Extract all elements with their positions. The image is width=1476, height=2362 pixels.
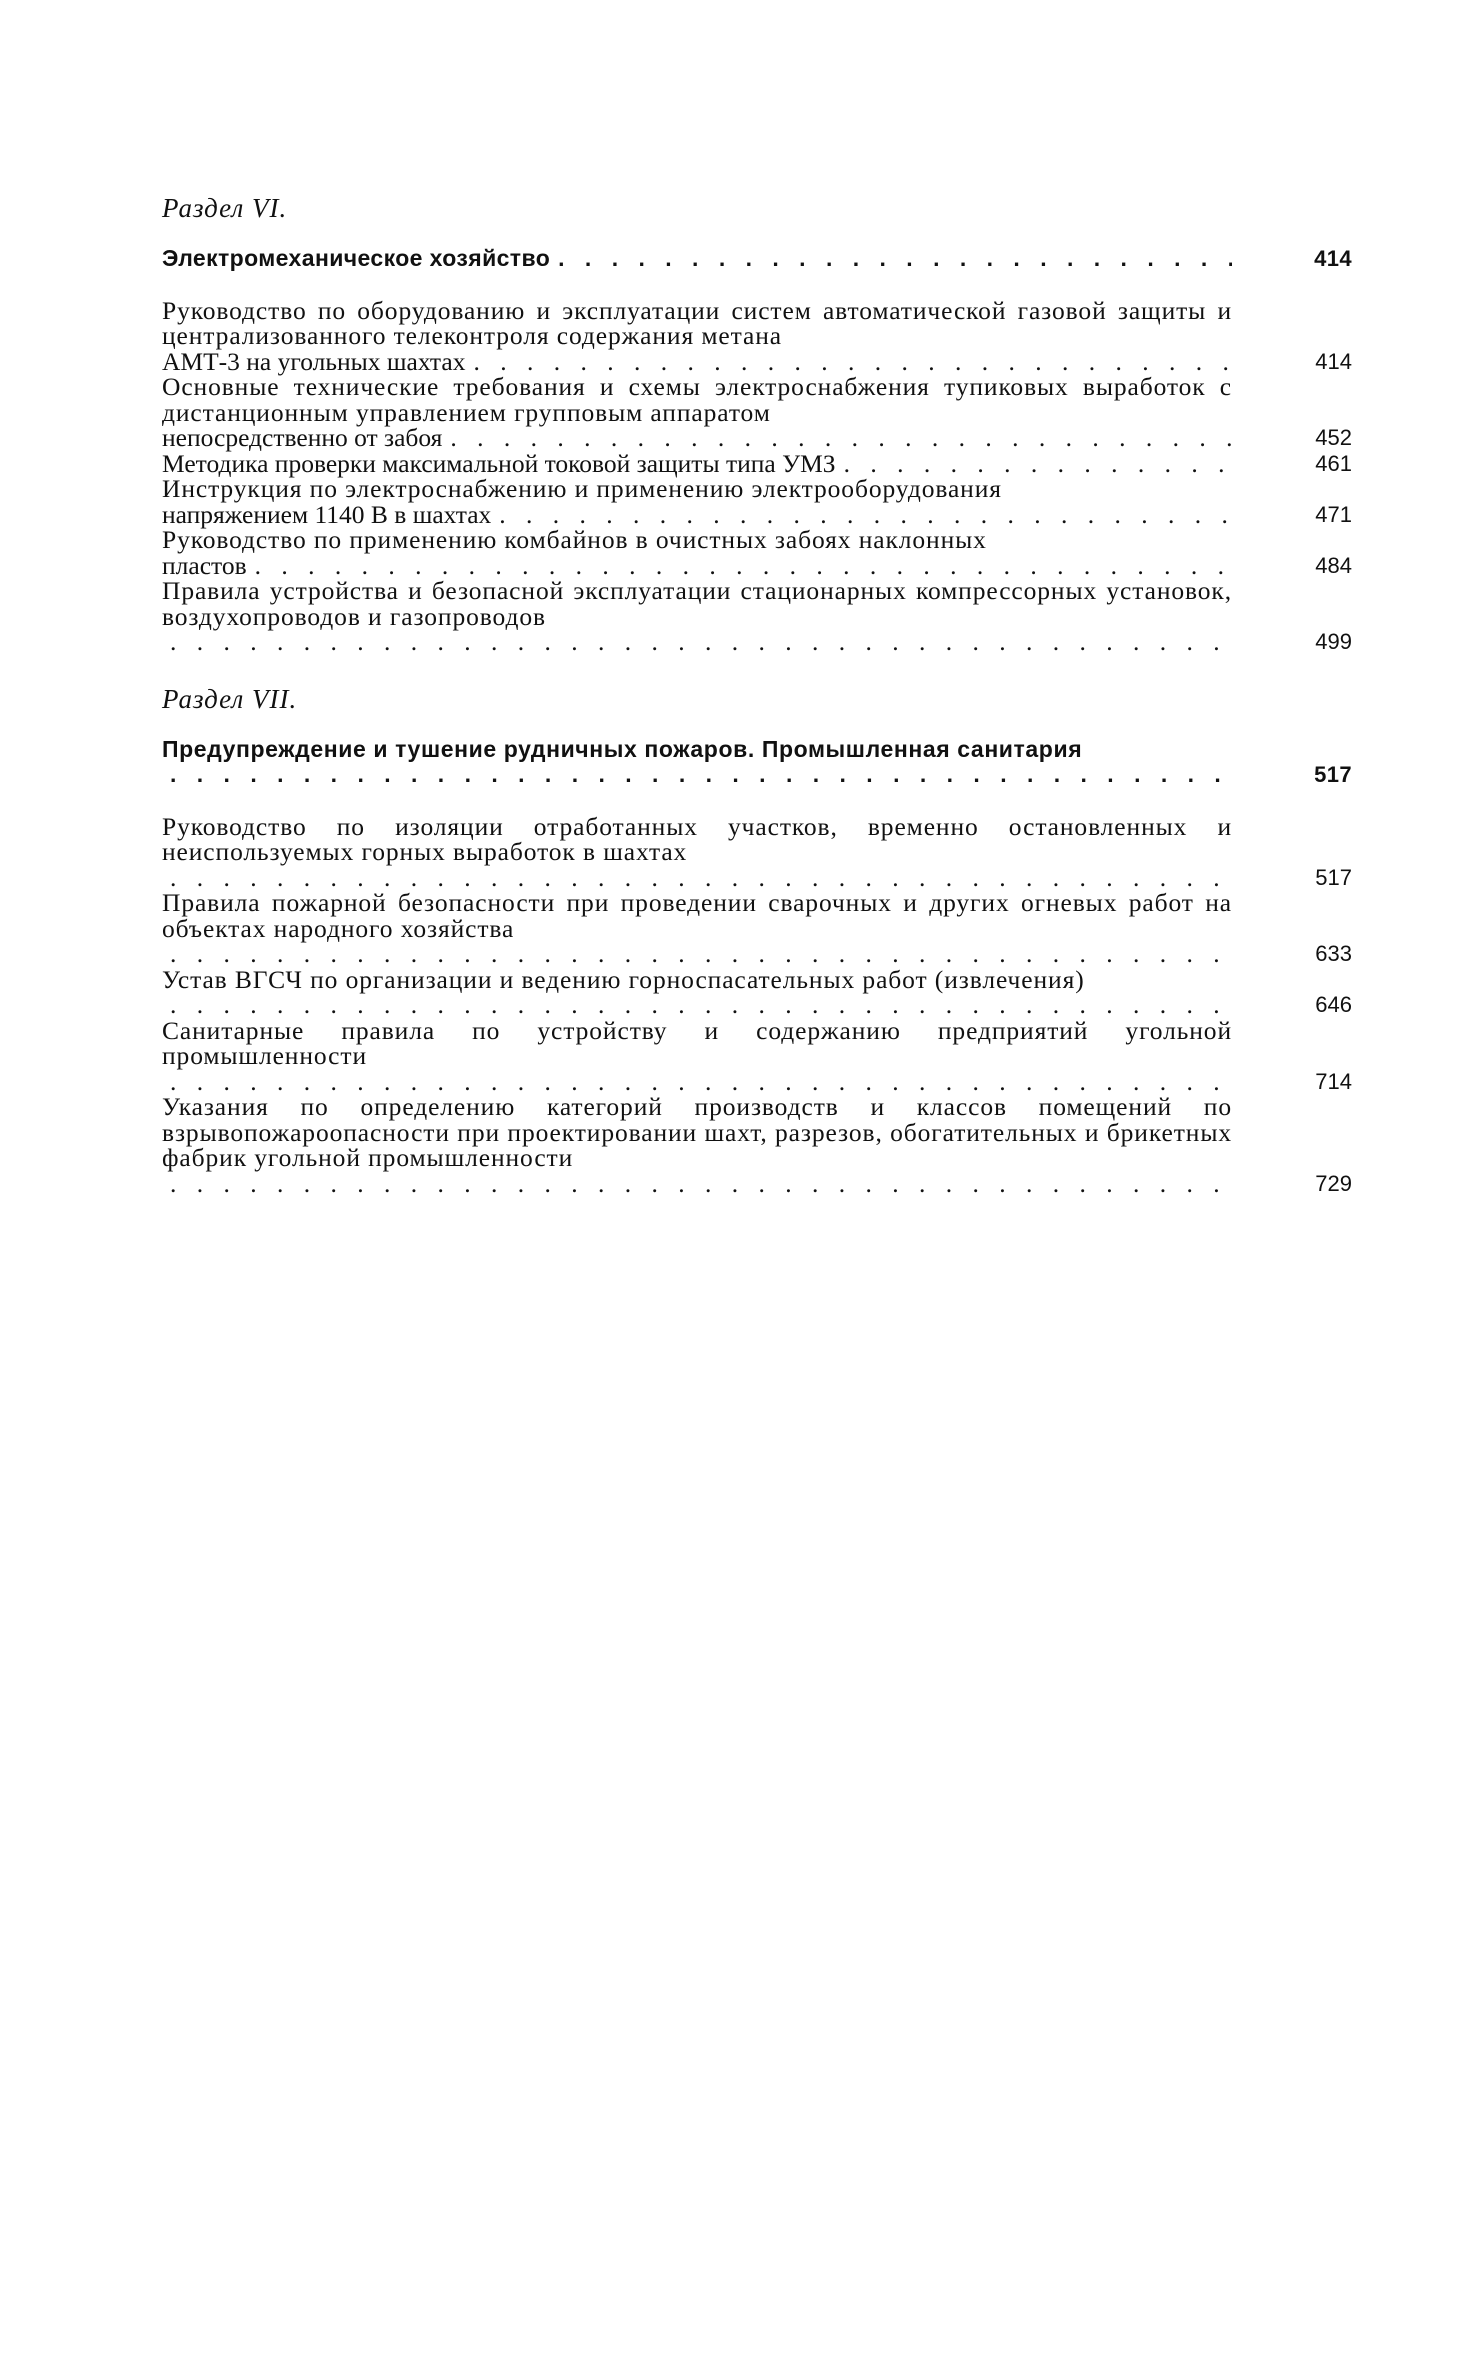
dot-leader	[170, 865, 1232, 891]
page-number: 461	[1315, 450, 1352, 476]
dot-leader	[844, 451, 1232, 477]
dot-leader	[170, 1069, 1232, 1095]
entry-title: Санитарные правила по устройству и содержанию предприятий угольной промышленности	[162, 1015, 1232, 1070]
dot-leader	[558, 246, 1232, 272]
dot-leader	[170, 992, 1232, 1018]
entry-title: Инструкция по электроснабжению и применению электрооборудования	[162, 474, 1002, 503]
page-number: 517	[1314, 762, 1352, 787]
entry-title: Руководство по применению комбайнов в очистных забоях наклонных	[162, 525, 987, 554]
dot-leader	[170, 1171, 1232, 1197]
toc-entry[interactable]	[162, 578, 1352, 655]
page-number: 414	[1315, 348, 1352, 374]
toc-entry[interactable]	[162, 295, 1352, 376]
toc-entry[interactable]	[162, 374, 1352, 451]
dot-leader	[170, 762, 1232, 788]
page-number: 714	[1315, 1068, 1352, 1094]
toc-entry[interactable]	[162, 1015, 1352, 1095]
dot-leader	[170, 629, 1232, 655]
page-number: 633	[1315, 941, 1352, 966]
entry-title-end: АМТ-3 на угольных шахтах	[162, 346, 466, 376]
toc-entry[interactable]	[162, 527, 1352, 578]
page-number: 729	[1315, 1170, 1352, 1196]
section-label: Раздел VII.	[162, 683, 298, 714]
entry-title: Правила пожарной безопасности при проведении сварочных и других огневых работ на объектах народного хозяйства	[162, 888, 1232, 943]
toc-entry[interactable]	[162, 811, 1352, 891]
entry-title-end: непосредственно от забоя	[162, 423, 443, 452]
dot-leader	[170, 941, 1232, 967]
toc-entry[interactable]	[162, 890, 1352, 967]
entry-title: Указания по определению категорий производств и классов помещений по взрывопожароопасности при проектировании шахт, разрезов, обогатительных и брикетных фабрик угольной промышленности	[162, 1092, 1232, 1172]
toc-entry[interactable]	[162, 1094, 1352, 1196]
entry-title: Руководство по оборудованию и эксплуатации систем автоматической газовой защиты и централизованного телеконтроля содержания метана	[162, 295, 1232, 350]
entry-title: Правила устройства и безопасной эксплуатации стационарных компрессорных установок, воздухопроводов и газопроводов	[162, 576, 1232, 631]
section-heading-text: Предупреждение и тушение рудничных пожаров. Промышленная санитария	[162, 735, 1083, 762]
dot-leader	[255, 553, 1232, 579]
section-label: Раздел VI.	[162, 193, 288, 223]
page-number: 499	[1315, 629, 1352, 654]
toc-entry[interactable]	[162, 964, 1352, 1018]
page-number: 452	[1315, 425, 1352, 450]
section-heading[interactable]	[162, 246, 1352, 272]
page-number: 471	[1315, 501, 1352, 527]
entry-title-end: напряжением 1140 В в шахтах	[162, 499, 492, 529]
toc-entry[interactable]	[162, 476, 1352, 527]
page-number: 646	[1315, 992, 1352, 1017]
entry-title: Устав ВГСЧ по организации и ведению горноспасательных работ (извлечения)	[162, 964, 1085, 994]
entry-title-end: пластов	[162, 550, 247, 580]
section-heading[interactable]	[162, 737, 1352, 788]
toc-entry[interactable]	[162, 448, 1352, 478]
page-number: 414	[1314, 246, 1352, 271]
section-heading-text: Электромеханическое хозяйство	[162, 245, 551, 271]
entry-title-end: Методика проверки максимальной токовой защиты типа УМЗ	[162, 448, 836, 478]
dot-leader	[473, 349, 1232, 375]
page-number: 517	[1315, 864, 1352, 890]
entry-title: Основные технические требования и схемы электроснабжения тупиковых выработок с дистанционным управлением групповым аппаратом	[162, 372, 1232, 427]
dot-leader	[499, 502, 1232, 528]
table-of-contents	[162, 192, 1352, 1196]
page-number: 484	[1315, 552, 1352, 578]
entry-title: Руководство по изоляции отработанных участков, временно остановленных и неиспользуемых горных выработок в шахтах	[162, 811, 1232, 866]
dot-leader	[450, 425, 1232, 451]
